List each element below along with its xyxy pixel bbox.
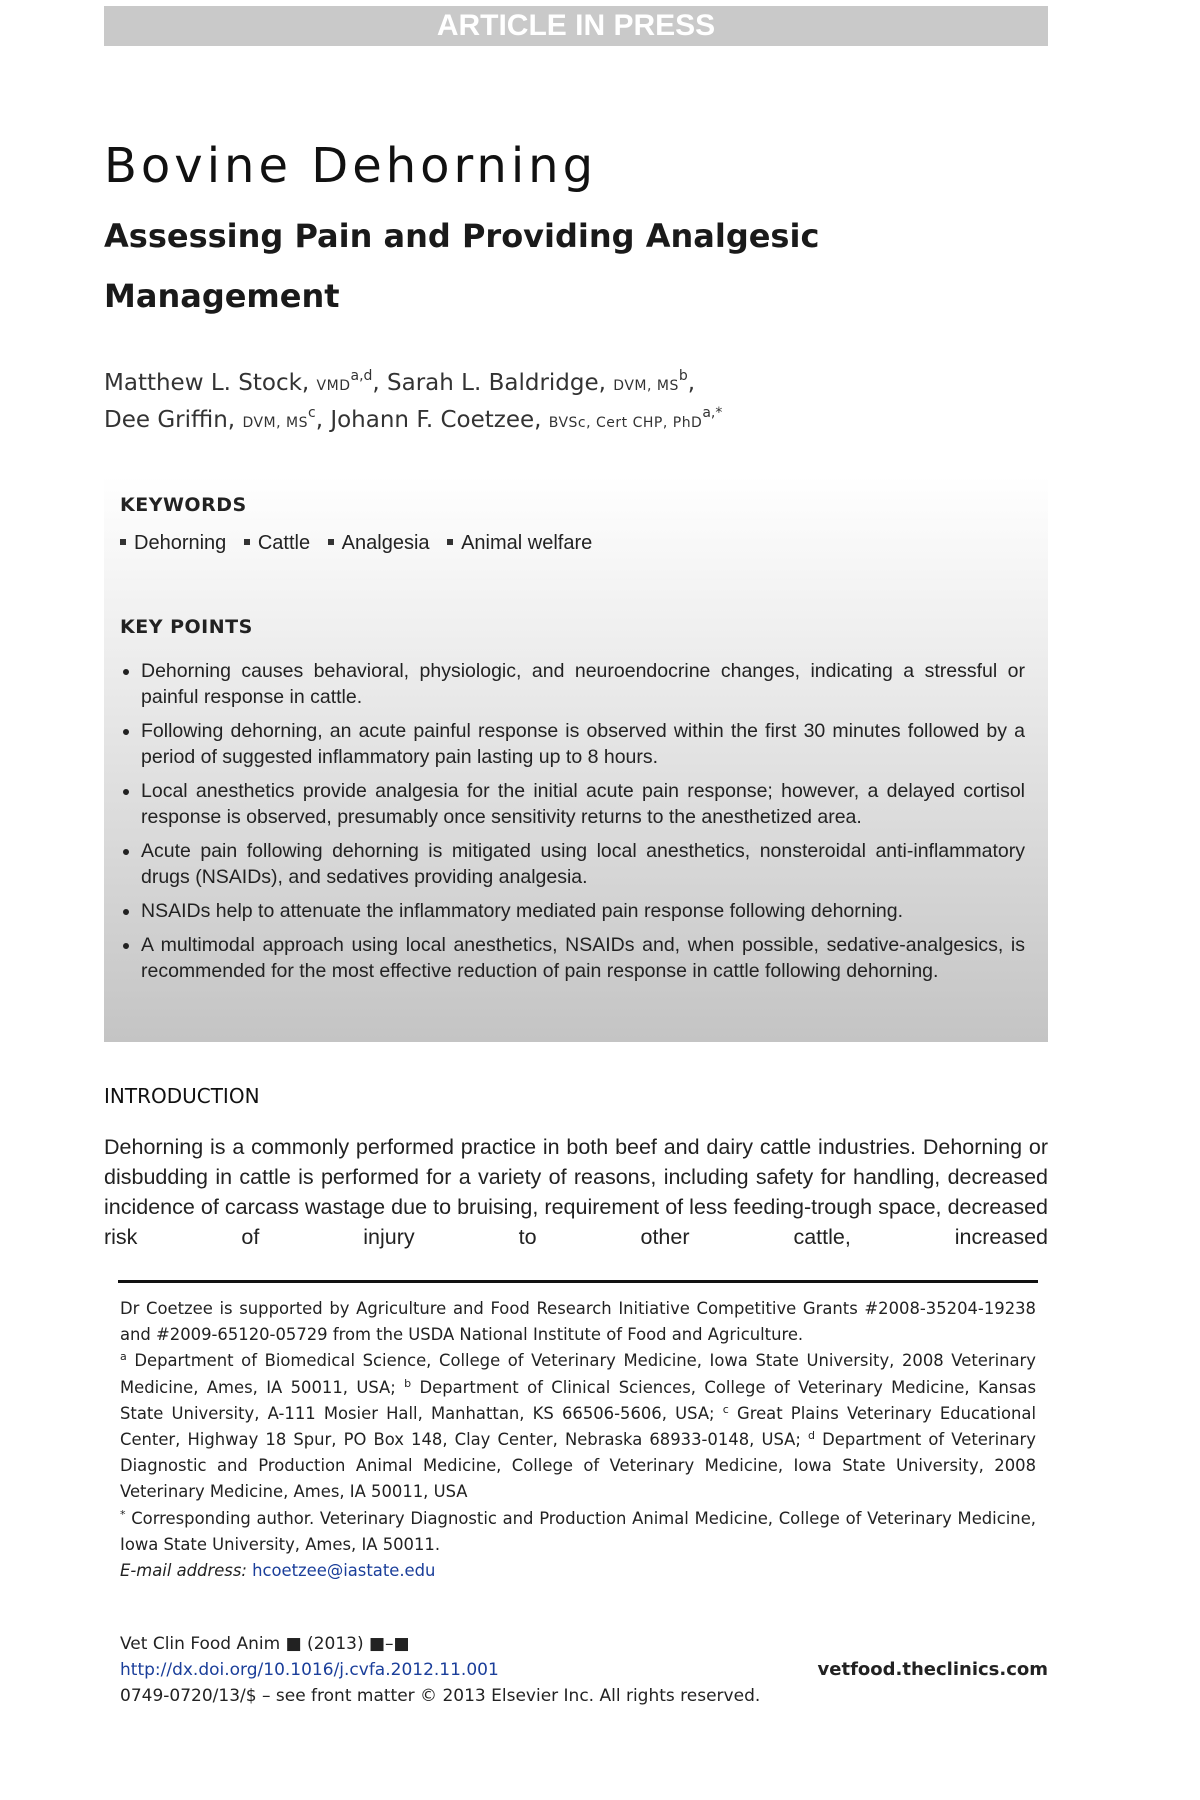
author-name: Sarah L. Baldridge, — [387, 370, 606, 396]
keyword-list — [120, 532, 604, 555]
author-separator: , — [687, 370, 696, 396]
corresponding-author-note — [120, 1506, 1036, 1558]
journal-info — [120, 1631, 1048, 1709]
author-degree: BVSc, Cert CHP, PhD — [548, 415, 703, 431]
affiliations — [120, 1348, 1036, 1505]
author-affiliation-mark: a,* — [702, 405, 723, 421]
keyword: Cattle — [257, 532, 311, 554]
article-in-press-banner: ARTICLE IN PRESS — [104, 6, 1048, 46]
email-line — [120, 1558, 1036, 1584]
copyright-line: 0749-0720/13/$ – see front matter © 2013 Elsevier Inc. All rights reserved. — [120, 1686, 761, 1706]
key-points-list — [120, 658, 1025, 992]
keywords-heading: KEYWORDS — [120, 494, 247, 516]
affiliation-mark-d: d — [808, 1429, 815, 1443]
journal-citation: Vet Clin Food Anim ■ (2013) ■–■ — [120, 1634, 410, 1654]
asterisk-mark: * — [120, 1507, 126, 1521]
funding-note: Dr Coetzee is supported by Agriculture and Food Research Initiative Competitive Grants #2008-35204-19238 and #2009-65120-05729 from the USDA National Institute of Food and Agriculture. — [120, 1299, 1036, 1345]
author-separator: , — [372, 370, 380, 396]
author-list — [104, 366, 1004, 440]
author-name: Matthew L. Stock, — [104, 370, 310, 396]
affiliation-d: Department of Veterinary Diagnostic and Production Animal Medicine, College of Veterinary Medicine, Iowa State University, 2008 Veterinary Medicine, Ames, IA 50011, USA — [120, 1430, 1036, 1502]
introduction-paragraph: Dehorning is a commonly performed practice in both beef and dairy cattle industries. Dehorning or disbudding in cattle is performed for a variety of reasons, including safety for handling, decreased incidence of carcass wastage due to bruising, requirement of less feeding-trough space, decreased risk of injury to other cattle, increased — [104, 1135, 1048, 1249]
keyword: Dehorning — [134, 532, 227, 554]
key-point-item: Dehorning causes behavioral, physiologic, and neuroendocrine changes, indicating a stressful or painful response in cattle. — [120, 658, 1025, 710]
email-link[interactable]: hcoetzee@iastate.edu — [252, 1561, 436, 1581]
keyword: Animal welfare — [461, 532, 593, 554]
author-name: Dee Griffin, — [104, 407, 236, 433]
key-points-heading: KEY POINTS — [120, 616, 253, 638]
square-bullet-icon — [447, 539, 453, 545]
key-point-item: A multimodal approach using local anesthetics, NSAIDs and, when possible, sedative-analgesics, is recommended for the most effective reduction of pain response in cattle following dehorning. — [120, 932, 1025, 984]
author-affiliation-mark: c — [308, 405, 316, 421]
author-degree: DVM, MS — [242, 415, 308, 431]
email-label: E-mail address: — [120, 1561, 247, 1581]
article-subtitle: Assessing Pain and Providing Analgesic Management — [104, 217, 820, 315]
journal-website[interactable]: vetfood.theclinics.com — [817, 1659, 1048, 1680]
author-affiliation-mark: a,d — [350, 368, 373, 384]
affiliation-mark-b: b — [404, 1376, 412, 1390]
key-point-item: NSAIDs help to attenuate the inflammatory mediated pain response following dehorning. — [120, 898, 1025, 924]
affiliation-c: Great Plains Veterinary Educational Center, Highway 18 Spur, PO Box 148, Clay Center, Nebraska 68933-0148, USA; — [120, 1403, 1037, 1450]
square-bullet-icon — [328, 539, 334, 545]
footnote-divider — [118, 1280, 1038, 1283]
square-bullet-icon — [120, 539, 126, 545]
doi-link[interactable]: http://dx.doi.org/10.1016/j.cvfa.2012.11.001 — [120, 1660, 499, 1680]
author-name: Johann F. Coetzee, — [330, 407, 542, 433]
author-degree: VMD — [316, 378, 351, 394]
affiliation-a: Department of Biomedical Science, College of Veterinary Medicine, Iowa State University, 2008 Veterinary Medicine, Ames, IA 50011, USA; — [120, 1351, 1036, 1397]
introduction-heading: INTRODUCTION — [104, 1084, 260, 1108]
keywords-keypoints-box — [104, 476, 1048, 1042]
affiliation-b: Department of Clinical Sciences, College of Veterinary Medicine, Kansas State University, A-111 Mosier Hall, Manhattan, KS 66506-5606, USA; — [120, 1377, 1036, 1423]
author-affiliation-mark: b — [678, 368, 688, 384]
article-title: Bovine Dehorning — [104, 138, 598, 194]
key-point-item: Acute pain following dehorning is mitigated using local anesthetics, nonsteroidal anti-inflammatory drugs (NSAIDs), and sedatives providing analgesia. — [120, 838, 1025, 890]
affiliation-mark-c: c — [722, 1402, 729, 1416]
key-point-item: Local anesthetics provide analgesia for the initial acute pain response; however, a delayed cortisol response is observed, presumably once sensitivity returns to the anesthetized area. — [120, 778, 1025, 830]
keyword: Analgesia — [341, 532, 430, 554]
key-point-item: Following dehorning, an acute painful response is observed within the first 30 minutes followed by a period of suggested inflammatory pain lasting up to 8 hours. — [120, 718, 1025, 770]
footnotes — [120, 1296, 1036, 1584]
square-bullet-icon — [244, 539, 250, 545]
author-separator: , — [315, 407, 324, 433]
affiliation-mark-a: a — [120, 1350, 127, 1364]
author-degree: DVM, MS — [613, 378, 679, 394]
corresponding-author-text: Corresponding author. Veterinary Diagnostic and Production Animal Medicine, College of Veterinary Medicine, Iowa State University, Ames, IA 50011. — [120, 1508, 1036, 1554]
